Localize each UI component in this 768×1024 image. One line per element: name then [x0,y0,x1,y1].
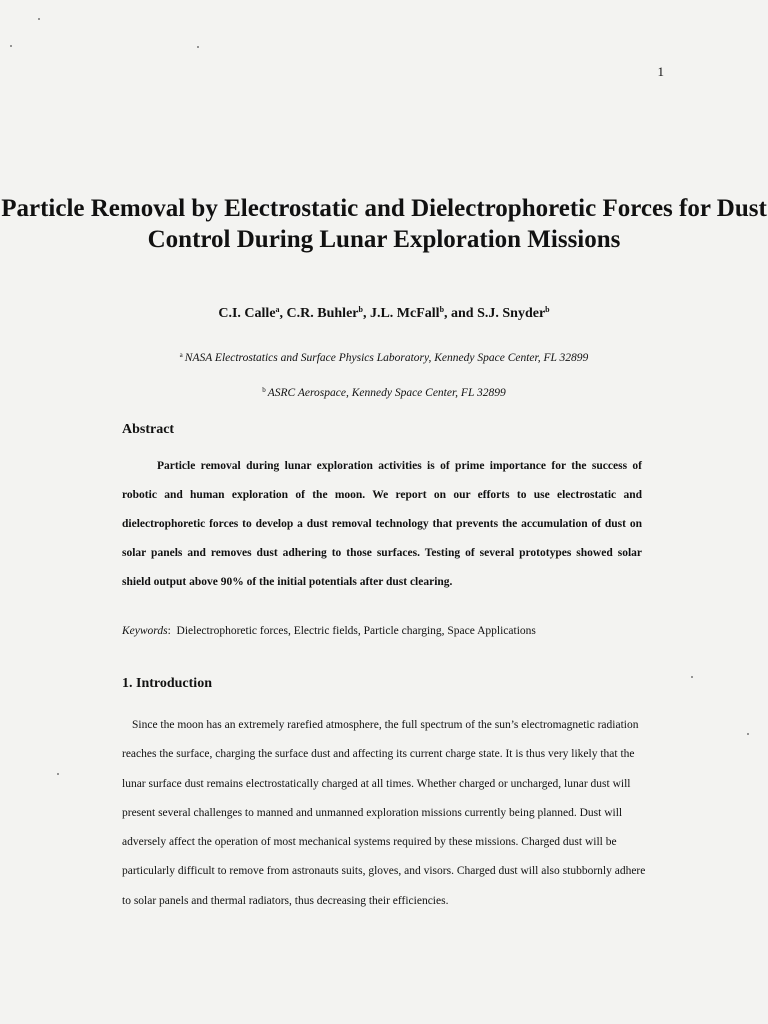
affiliation-mark: b [545,305,550,314]
author-name: C.I. Calle [218,306,276,321]
introduction-body: Since the moon has an extremely rarefied atmosphere, the full spectrum of the sun’s electromagnetic radiation reaches the surface, charging the surface dust and affecting its current charge state. It is thus very likely that the lunar surface dust remains electrostatically charged at all times. Whether charged or uncharged, lunar dust will present several challenges to manned and unmanned exploration missions currently being planned. Dust will adversely affect the operation of most mechanical systems required by these missions. Charged dust will be particularly difficult to remove from astronauts suits, gloves, and visors. Charged dust will also stubbornly adhere to solar panels and thermal radiators, thus decreasing their efficiencies. [122,719,646,907]
paper-title: Particle Removal by Electrostatic and Dielectrophoretic Forces for Dust Control During Lunar Exploration Missions [1,195,767,253]
scan-speck [197,46,199,48]
affiliation-mark: b [439,305,445,314]
affiliation-text: NASA Electrostatics and Surface Physics Laboratory, Kennedy Space Center, FL 32899 [184,352,589,364]
scan-speck [10,45,12,47]
author-name: S.J. Snyder [477,306,546,321]
author-list: C.I. Calle$^a$, C.R. Buhler$^b$, J.L. McFall$^b$, and S.J. Snyder$^b$ [218,305,550,321]
section-heading-introduction: 1. Introduction [122,676,212,691]
affiliation-a [0,351,768,364]
affiliation-b [0,386,768,399]
author-name: J.L. McFall [369,306,440,321]
affiliation-mark: b [262,386,266,394]
scan-speck [747,733,749,735]
affiliation-mark: a [179,351,183,359]
scan-speck [38,18,40,20]
affiliation-text: ASRC Aerospace, Kennedy Space Center, FL 32899 [267,387,506,399]
keywords-label: Keywords [122,625,168,637]
keywords-line: Keywords: Dielectrophoretic forces, Electric fields, Particle charging, Space Applications [122,625,536,637]
page-number: 1 [657,64,664,79]
author-name: C.R. Buhler [286,306,359,321]
scan-speck [691,676,693,678]
affiliation-mark: b [358,305,363,314]
scan-speck [57,773,59,775]
abstract-heading: Abstract [122,422,175,437]
abstract-body: Particle removal during lunar exploration activities is of prime importance for the success of robotic and human exploration of the moon. We report on our efforts to use electrostatic and dielectrophoretic forces to develop a dust removal technology that prevents the accumulation of dust on solar panels and removes dust adhering to those surfaces. Testing of several prototypes showed solar shield output above 90% of the initial potentials after dust clearing. [122,460,642,588]
keywords-text: Dielectrophoretic forces, Electric fields, Particle charging, Space Applications [176,625,536,637]
affiliation-mark: a [275,305,280,314]
